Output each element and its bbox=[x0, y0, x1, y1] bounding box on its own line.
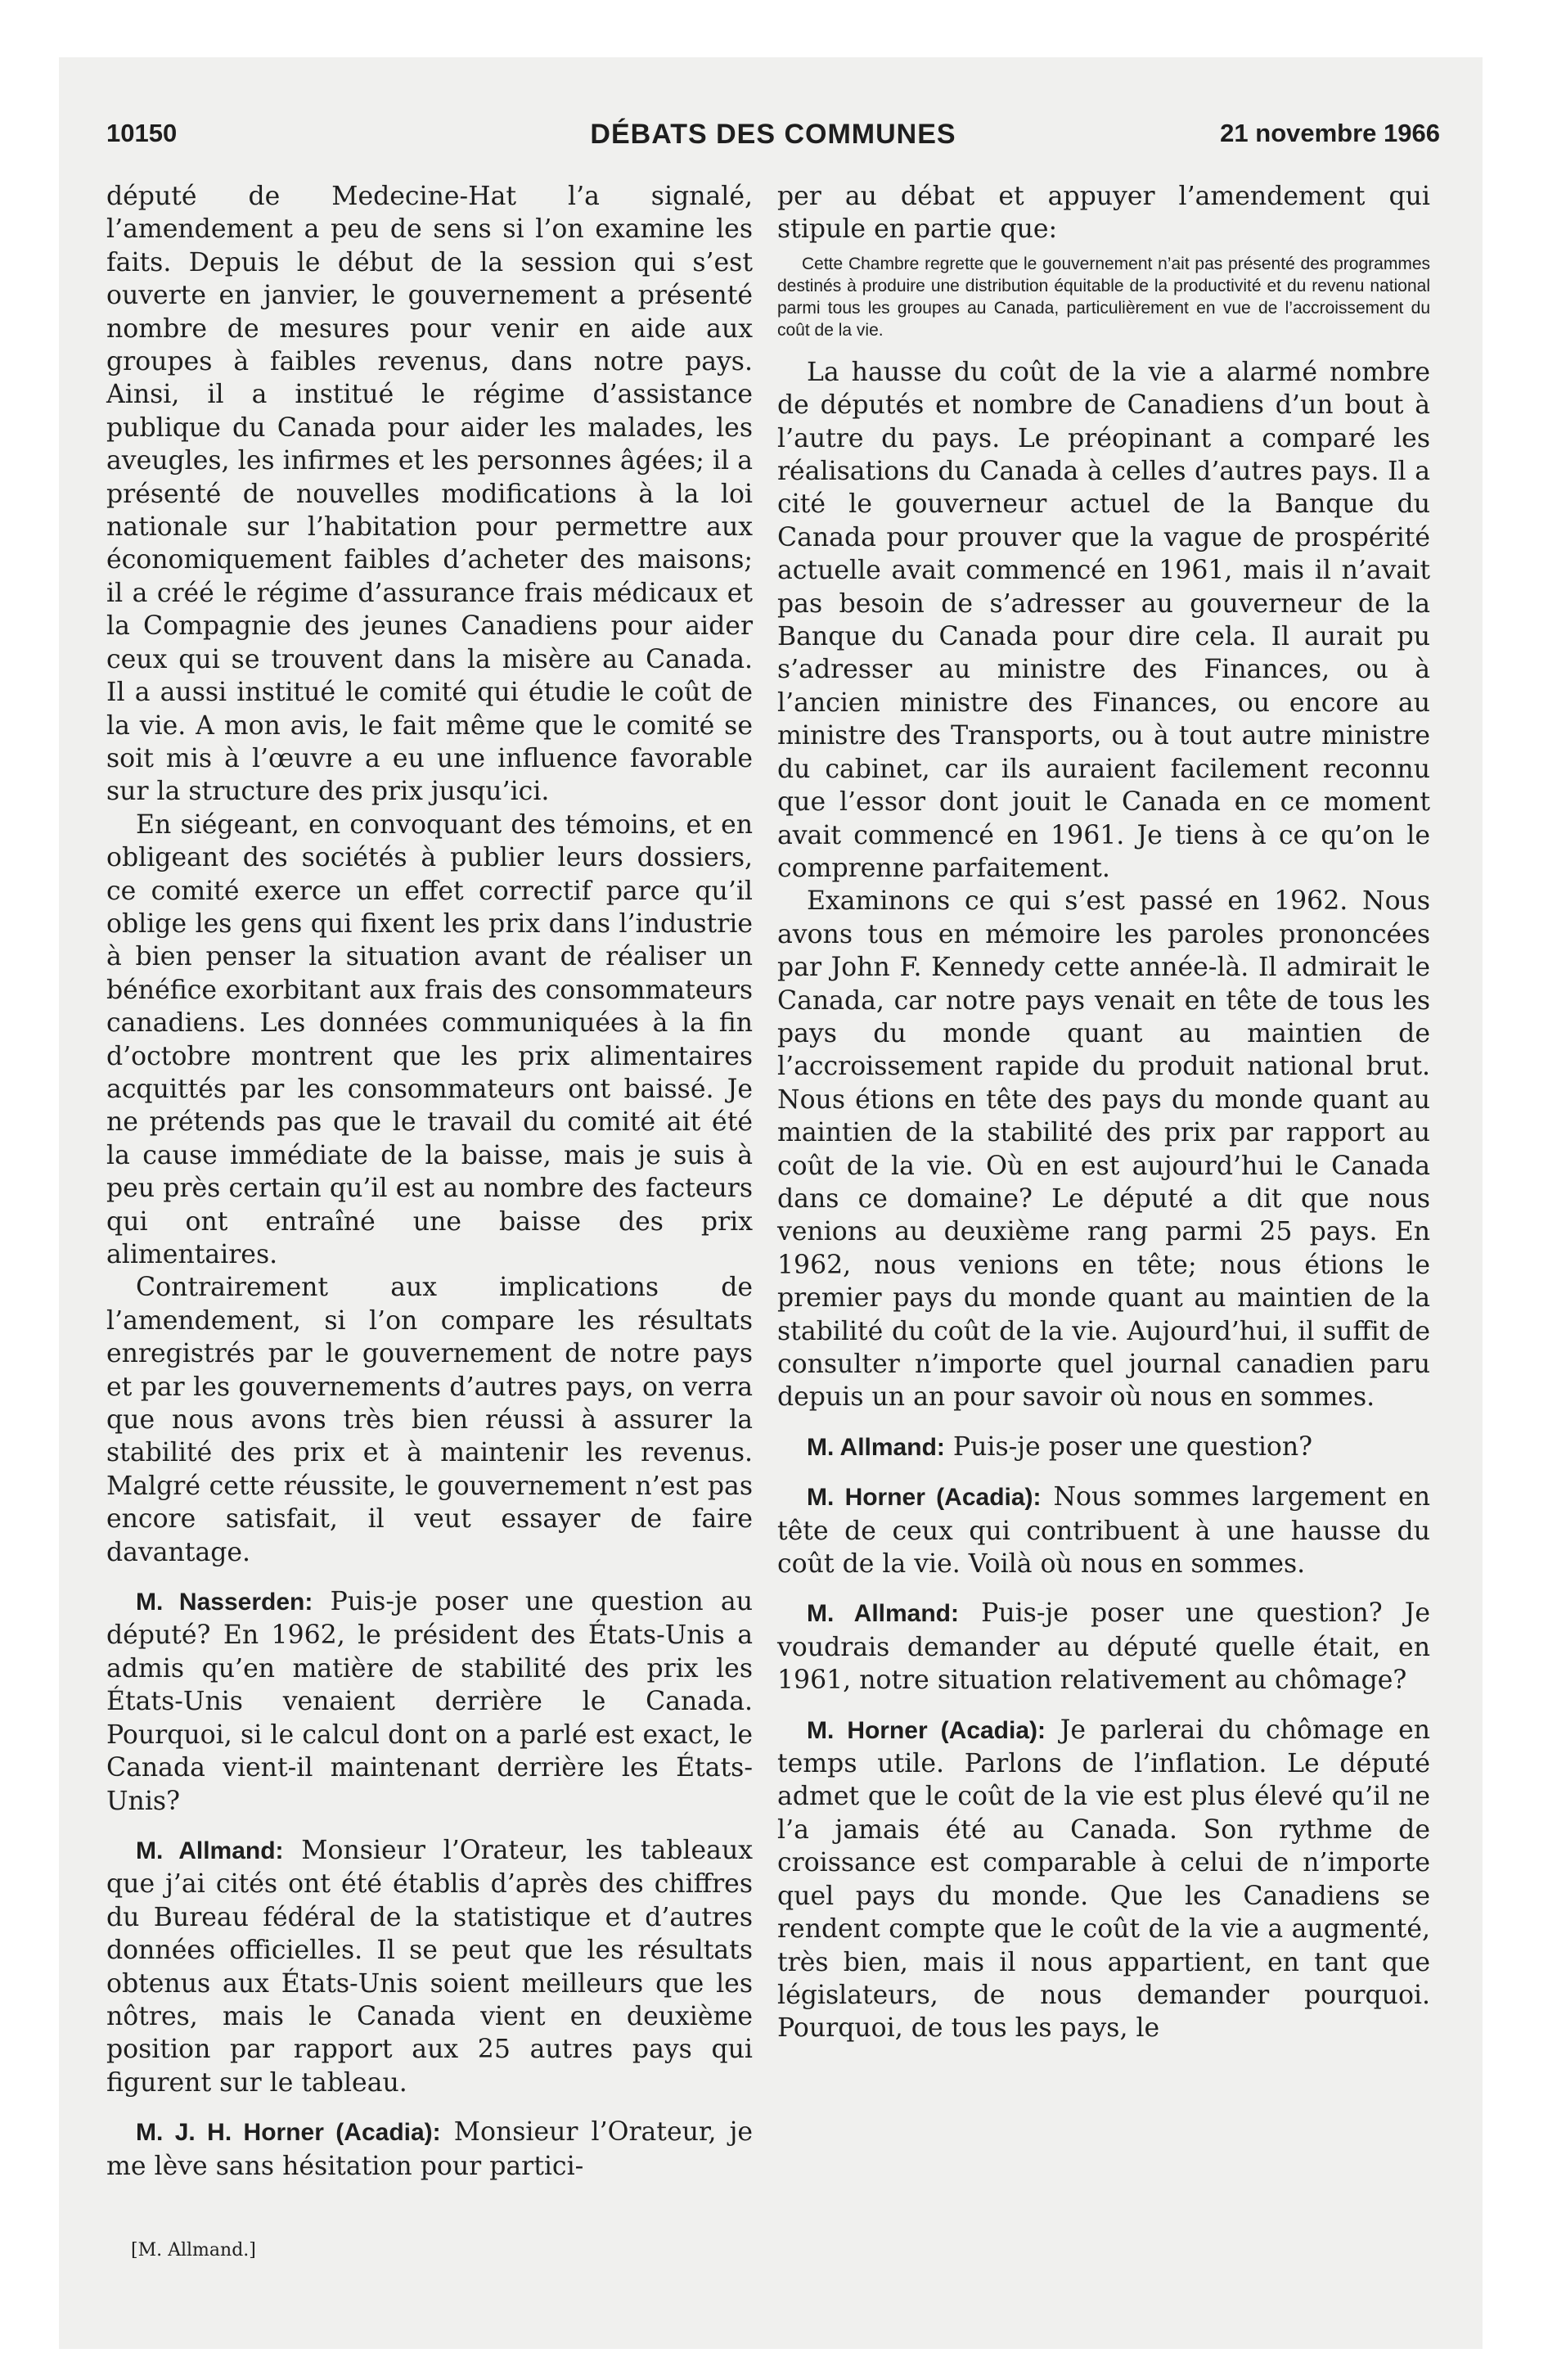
paragraph: député de Medecine-Hat l’a signalé, l’amendement a peu de sens si l’on examine les faits. Depuis le début de la session qui s’est ouverte en janvier, le gouvernement a présenté nombre de mesures pour venir en aide aux groupes à faibles revenus, dans notre pays. Ainsi, il a institué le régime d’assistance publique du Canada pour aider les malades, les aveugles, les infirmes et les personnes âgées; il a présenté de nouvelles modifications à la loi nationale sur l’habitation pour permettre aux économiquement faibles d’acheter des maisons; il a créé le régime d’assurance frais médicaux et la Compagnie des jeunes Canadiens pour aider ceux qui se trouvent dans la misère au Canada. Il a aussi institué le comité qui étudie le coût de la vie. A mon avis, le fait même que le comité se soit mis à l’œuvre a eu une influence favorable sur la structure des prix jusqu’ici. bbox=[106, 182, 753, 807]
speech-text: Monsieur l’Orateur, les tableaux que j’ai cités ont été établis d’après des chiffres du Bureau fédéral de la statistique et d’autres données officielles. Il se peut que les résultats obtenus aux États-Unis soient meilleurs que les nôtres, mais le Canada vient en deuxième position par rapport aux 25 autres pays qui figurent sur le tableau. bbox=[106, 1835, 753, 2098]
paragraph: per au débat et appuyer l’amendement qui stipule en partie que: bbox=[777, 182, 1430, 245]
speech-text: Puis-je poser une question? Je voudrais demander au député quelle était, en 1961, notre situation relativement au chômage? bbox=[777, 1598, 1430, 1696]
speech-text: Monsieur l’Orateur, je me lève sans hésitation pour partici- bbox=[106, 2117, 753, 2181]
paragraph: Contrairement aux implications de l’amendement, si l’on compare les résultats enregistrés par le gouvernement de notre pays et par les gouvernements d’autres pays, on verra que nous avons très bien réussi à assurer la stabilité des prix et à maintenir les revenus. Malgré cette réussite, le gouvernement n’est pas encore satisfait, il veut essayer de faire davantage. bbox=[106, 1273, 753, 1567]
speech bbox=[777, 1714, 1430, 2045]
paragraph: Examinons ce qui s’est passé en 1962. Nous avons tous en mémoire les paroles prononcées par John F. Kennedy cette année-là. Il admirait le Canada, car notre pays venait en tête de tous les pays du monde quant au maintien de l’accroissement rapide du produit national brut. Nous étions en tête des pays du monde quant au maintien de la stabilité des prix par rapport au coût de la vie. Où en est aujourd’hui le Canada dans ce domaine? Le député a dit que nous venions au deuxième rang parmi 25 pays. En 1962, nous venions en tête; nous étions le premier pays du monde quant au maintien de la stabilité du coût de la vie. Aujourd’hui, il suffit de consulter n’importe quel journal canadien paru depuis un an pour savoir où nous en sommes. bbox=[777, 886, 1430, 1413]
speaker-name: M. Allmand: bbox=[136, 1837, 284, 1864]
speaker-name: M. Horner (Acadia): bbox=[807, 1716, 1046, 1744]
publication-title: DÉBATS DES COMMUNES bbox=[590, 119, 956, 150]
speaker-name: M. J. H. Horner (Acadia): bbox=[136, 2119, 441, 2147]
paragraph: La hausse du coût de la vie a alarmé nombre de députés et nombre de Canadiens d’un bout à l’autre du pays. Le préopinant a comparé les réalisations du Canada à celles d’autres pays. Il a cité le gouverneur actuel de la Banque du Canada pour prouver que la vague de prospérité actuelle avait commencé en 1961, mais il n’avait pas besoin de s’adresser au gouverneur de la Banque du Canada pour dire cela. Il aurait pu s’adresser au ministre des Finances, ou à l’ancien ministre des Finances, ou encore au ministre des Transports, ou à tout autre ministre du cabinet, car ils auraient facilement reconnu que l’essor dont jouit le Canada en ce moment avait commencé en 1961. Je tiens à ce qu’on le comprenne parfaitement. bbox=[777, 357, 1430, 883]
page-header bbox=[106, 119, 1440, 160]
speech bbox=[777, 1481, 1430, 1580]
speech bbox=[777, 1431, 1430, 1464]
paragraph: En siégeant, en convoquant des témoins, et en obligeant des sociétés à publier leurs dossiers, ce comité exerce un effet correctif parce qu’il oblige les gens qui fixent les prix dans l’industrie à bien penser la situation avant de réaliser un bénéfice exorbitant aux frais des consommateurs canadiens. Les données communiquées à la fin d’octobre montrent que les prix alimentaires acquittés par les consommateurs ont baissé. Je ne prétends pas que le travail du comité ait été la cause immédiate de la baisse, mais je suis à peu près certain qu’il est au nombre des facteurs qui ont entraîné une baisse des prix alimentaires. bbox=[106, 809, 753, 1269]
speaker-name: M. Allmand: bbox=[807, 1433, 945, 1461]
speaker-name: M. Nasserden: bbox=[136, 1589, 313, 1616]
speech bbox=[106, 1834, 753, 2099]
page-date: 21 novembre 1966 bbox=[1220, 119, 1440, 147]
speech bbox=[106, 2116, 753, 2183]
right-column bbox=[777, 180, 1430, 2045]
speech-text: Puis-je poser une question au député? En 1962, le président des États-Unis a admis qu’en matière de stabilité des prix les États-Unis venaient derrière le Canada. Pourquoi, si le calcul dont on a parlé est exact, le Canada vient-il maintenant derrière les États-Unis? bbox=[106, 1587, 753, 1816]
speaker-name: M. Allmand: bbox=[807, 1600, 959, 1628]
page-number: 10150 bbox=[106, 119, 178, 147]
speech bbox=[777, 1597, 1430, 1697]
speech-text: Puis-je poser une question? bbox=[952, 1431, 1313, 1462]
footnote: [M. Allmand.] bbox=[131, 2240, 256, 2261]
speech-text: Nous sommes largement en tête de ceux qui contribuent à une hausse du coût de la vie. Voilà où nous en sommes. bbox=[777, 1482, 1431, 1580]
speech-text: Je parlerai du chômage en temps utile. Parlons de l’inflation. Le député admet que le coût de la vie est plus élevé qu’il ne l’a jamais été au Canada. Son rythme de croissance est comparable à celui de n’importe quel pays du monde. Que les Canadiens se rendent compte que le coût de la vie a augmenté, très bien, mais il nous appartient, en tant que législateurs, de nous demander pourquoi. Pourquoi, de tous les pays, le bbox=[777, 1715, 1430, 2044]
quoted-amendment: Cette Chambre regrette que le gouvernement n’ait pas présenté des programmes destinés à produire une distribution équitable de la productivité et du revenu national parmi tous les groupes au Canada, particulièrement en vue de l’accroissement du coût de la vie. bbox=[777, 254, 1430, 340]
speaker-name: M. Horner (Acadia): bbox=[807, 1484, 1042, 1512]
speech bbox=[106, 1585, 753, 1818]
left-column bbox=[106, 180, 753, 2183]
